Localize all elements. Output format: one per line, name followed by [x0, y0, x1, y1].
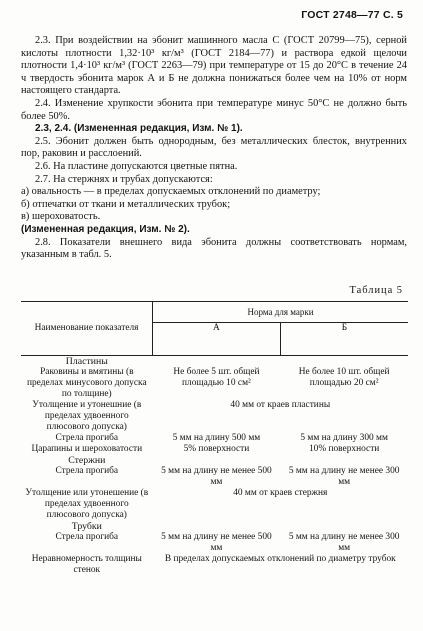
paragraph-2-5: 2.5. Эбонит должен быть однородным, без металлических блесток, внутренних пор, раковин и расслоений. — [21, 135, 407, 160]
table-row: Стрела прогиба 5 мм на длину не менее 500 мм 5 мм на длину не менее 300 мм — [55, 532, 400, 553]
paragraph-2-4: 2.4. Изменение хрупкости эбонита при температуре минус 50°С не должно быть более 50%. — [21, 97, 407, 122]
table-row: Неравномерность толщины стенок В пределах допускаемых отклонений по диаметру трубок — [31, 554, 396, 575]
list-item-c: в) шероховатость. — [21, 211, 101, 223]
amendment-note-1: 2.3, 2.4. (Измененная редакция, Изм. № 1). — [35, 123, 243, 135]
amendment-note-2: (Измененная редакция, Изм. № 2). — [21, 223, 190, 235]
section-rods: Стержни — [68, 455, 106, 466]
list-item-a: а) овальность — в пределах допускаемых отклонений по диаметру; — [21, 186, 321, 198]
table-row: Царапины и шероховатости 5% поверхности 10% поверхности — [31, 444, 380, 454]
section-plates: Пластины — [65, 356, 108, 367]
table-5 — [21, 301, 408, 576]
table-row: Утолщение или утонешение (в пределах удвоенного плюсового допуска) 40 мм от краев стержня — [25, 488, 328, 520]
column-header-name: Наименование показателя — [21, 302, 153, 356]
paragraph-2-3: 2.3. При воздействии на эбонит машинного масла С (ГОСТ 20799—75), серной кислоты плотности 1,32·10³ кг/м³ (ГОСТ 2184—77) и раствора едкой щелочи плотности 1,4·10³ кг/м³ (ГОСТ 2263—79) при температуре от 15 до 20°С в течение 24 ч твердость эбонита марок А и Б не должна понижаться более чем на 10% от норм настоящего стандарта. — [21, 35, 407, 97]
table-row: Утолщение и утонешние (в пределах удвоенного плюсового допуска) 40 мм от краев пластины — [32, 400, 331, 432]
body-text — [21, 35, 407, 262]
table-row: Стрела прогиба 5 мм на длину не менее 500 мм 5 мм на длину не менее 300 мм — [55, 466, 400, 487]
column-header-a: А — [153, 323, 281, 356]
paragraph-2-8: 2.8. Показатели внешнего вида эбонита должны соответствовать нормам, указанным в табл. 5. — [21, 236, 407, 261]
column-header-norm: Норма для марки — [153, 302, 408, 323]
page-header: ГОСТ 2748—77 С. 5 — [301, 9, 403, 21]
paragraph-2-7: 2.7. На стержнях и трубах допускаются: — [35, 173, 213, 185]
table-row: Раковины и вмятины (в пределах минусового допуска по толщине) Не более 5 шт. общей площадью 10 см² Не более 10 шт. общей площадью 20 см² — [26, 367, 390, 399]
paragraph-2-6: 2.6. На пластине допускаются цветные пятна. — [35, 160, 238, 172]
column-header-b: Б — [280, 323, 408, 356]
section-tubes: Трубки — [71, 521, 102, 532]
table-caption: Таблица 5 — [349, 285, 403, 296]
table-row: Стрела прогиба 5 мм на длину 500 мм 5 мм на длину 300 мм — [55, 433, 388, 443]
list-item-b: б) отпечатки от ткани и металлических трубок; — [21, 198, 231, 210]
